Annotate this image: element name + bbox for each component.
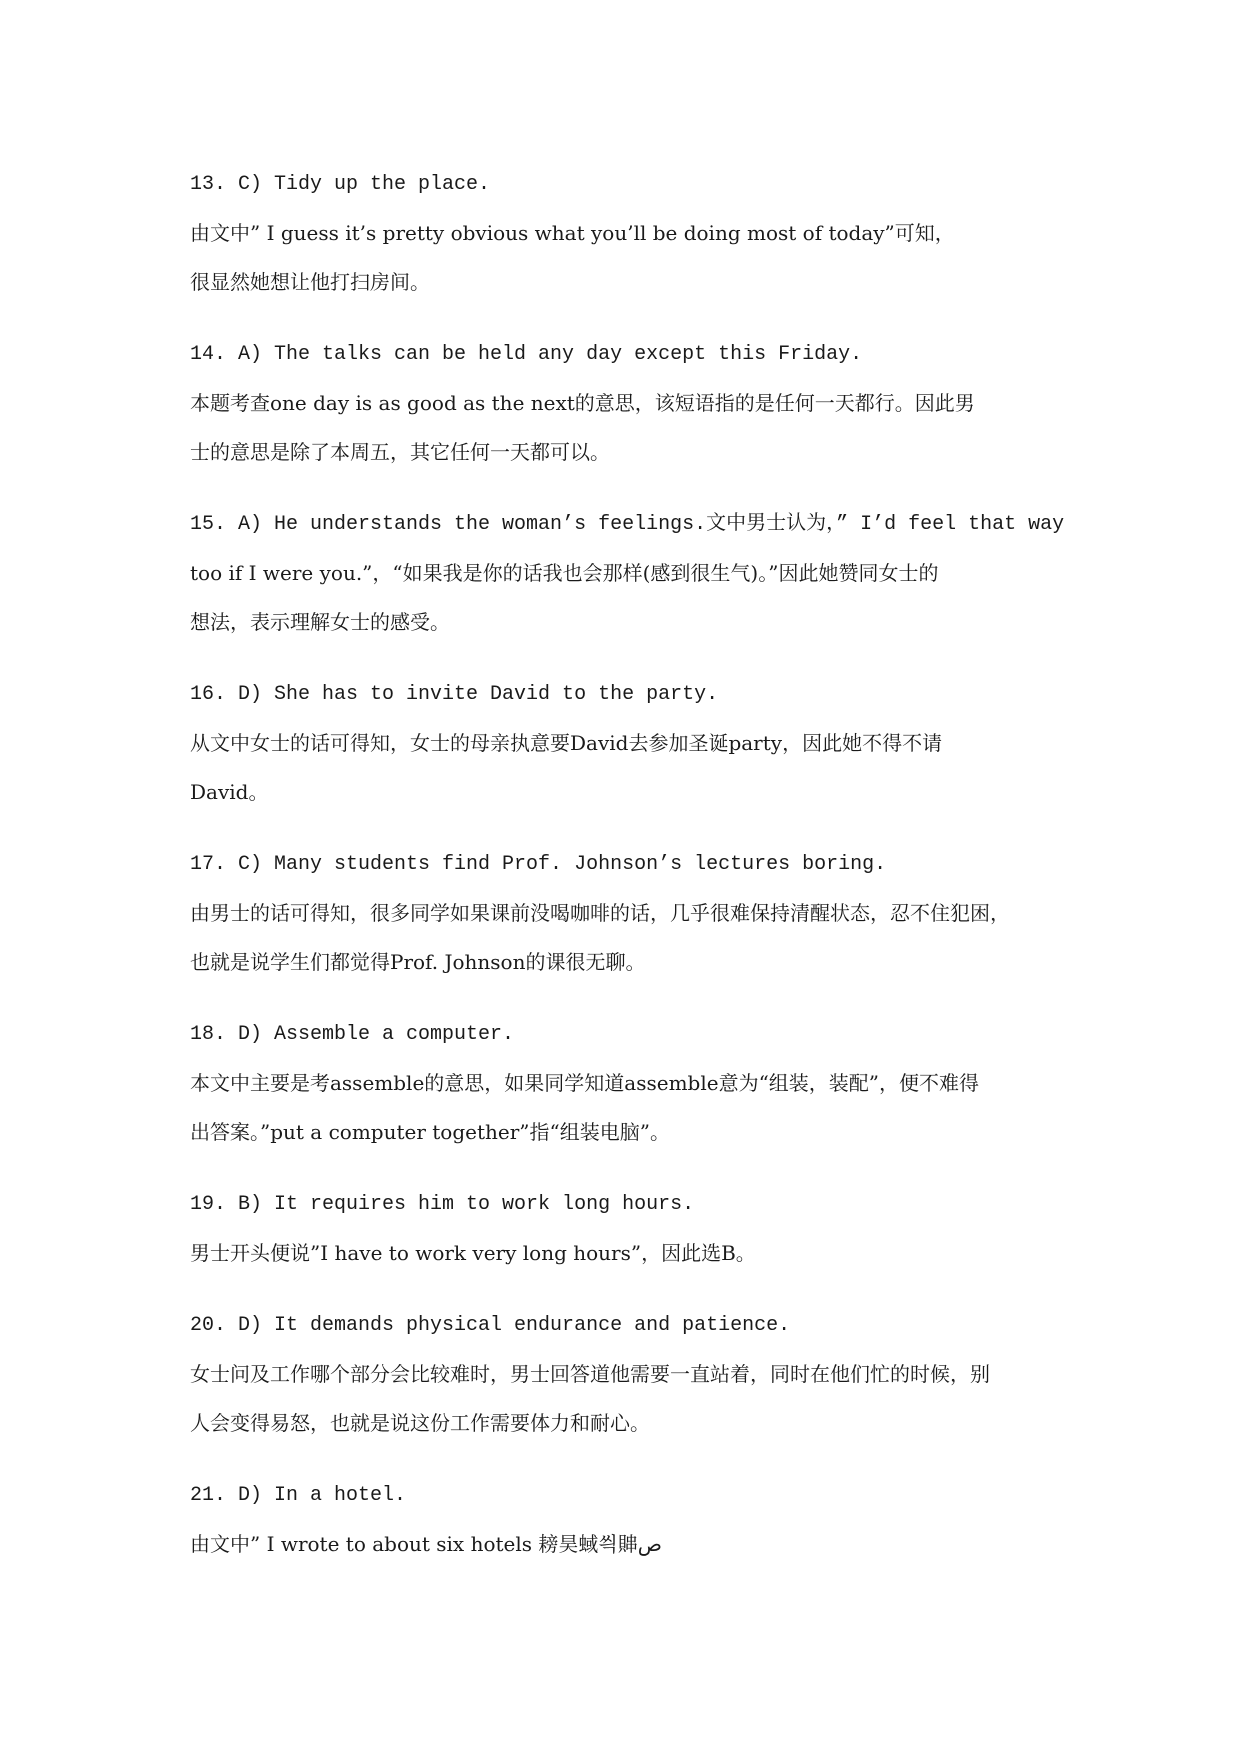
entry-18 (190, 1010, 1070, 1157)
explanation-13-line-2: 很显然她想让他打扫房间。 (190, 270, 430, 294)
explanation-18-line-1: 本文中主要是考assemble的意思，如果同学知道assemble意为“组装，装配”，便不难得 (190, 1071, 980, 1095)
question-17: 17. C) Many students find Prof. Johnson’s lectures boring. (190, 853, 887, 876)
question-14: 14. A) The talks can be held any day except this Friday. (190, 343, 863, 366)
question-16: 16. D) She has to invite David to the party. (190, 683, 719, 706)
explanation-16-line-2: David。 (190, 780, 269, 804)
entry-15 (190, 500, 1070, 647)
question-21: 21. D) In a hotel. (190, 1484, 407, 1507)
entry-16 (190, 670, 1070, 817)
explanation-16-line-1: 从文中女士的话可得知，女士的母亲执意要David去参加圣诞party，因此她不得不请 (190, 731, 943, 755)
question-15: 15. A) He understands the woman’s feelings.文中男士认为，” I’d feel that way (190, 513, 1065, 536)
explanation-15-line-2: 想法，表示理解女士的感受。 (190, 610, 450, 634)
question-18: 18. D) Assemble a computer. (190, 1023, 515, 1046)
question-19: 19. B) It requires him to work long hours. (190, 1193, 695, 1216)
explanation-20-line-1: 女士问及工作哪个部分会比较难时，男士回答道他需要一直站着，同时在他们忙的时候，别 (190, 1362, 990, 1386)
entry-20 (190, 1301, 1070, 1448)
entry-19 (190, 1180, 1070, 1278)
entry-17 (190, 840, 1070, 987)
explanation-17-line-2: 也就是说学生们都觉得Prof. Johnson的课很无聊。 (190, 950, 646, 974)
question-20: 20. D) It demands physical endurance and patience. (190, 1314, 791, 1337)
entry-21 (190, 1471, 1070, 1569)
entry-13 (190, 160, 1070, 307)
explanation-14-line-1: 本题考查one day is as good as the next的意思，该短语指的是任何一天都行。因此男 (190, 391, 975, 415)
explanation-17-line-1: 由男士的话可得知，很多同学如果课前没喝咖啡的话，几乎很难保持清醒状态，忍不住犯困， (190, 901, 1010, 925)
explanation-13-line-1: 由文中” I guess it’s pretty obvious what you’ll be doing most of today”可知， (190, 221, 955, 245)
entry-14 (190, 330, 1070, 477)
explanation-21-line-1: 由文中” I wrote to about six hotels 耪昊蜮씍賗ص (190, 1532, 662, 1556)
question-13: 13. C) Tidy up the place. (190, 173, 491, 196)
explanation-14-line-2: 士的意思是除了本周五，其它任何一天都可以。 (190, 440, 610, 464)
explanation-19-line-1: 男士开头便说”I have to work very long hours”，因此选B。 (190, 1241, 756, 1265)
explanation-18-line-2: 出答案。”put a computer together”指“组装电脑”。 (190, 1120, 670, 1144)
explanation-15-line-1: too if I were you.”，“如果我是你的话我也会那样(感到很生气)。”因此她赞同女士的 (190, 561, 939, 585)
answer-explanations (190, 160, 1070, 1592)
explanation-20-line-2: 人会变得易怒，也就是说这份工作需要体力和耐心。 (190, 1411, 650, 1435)
